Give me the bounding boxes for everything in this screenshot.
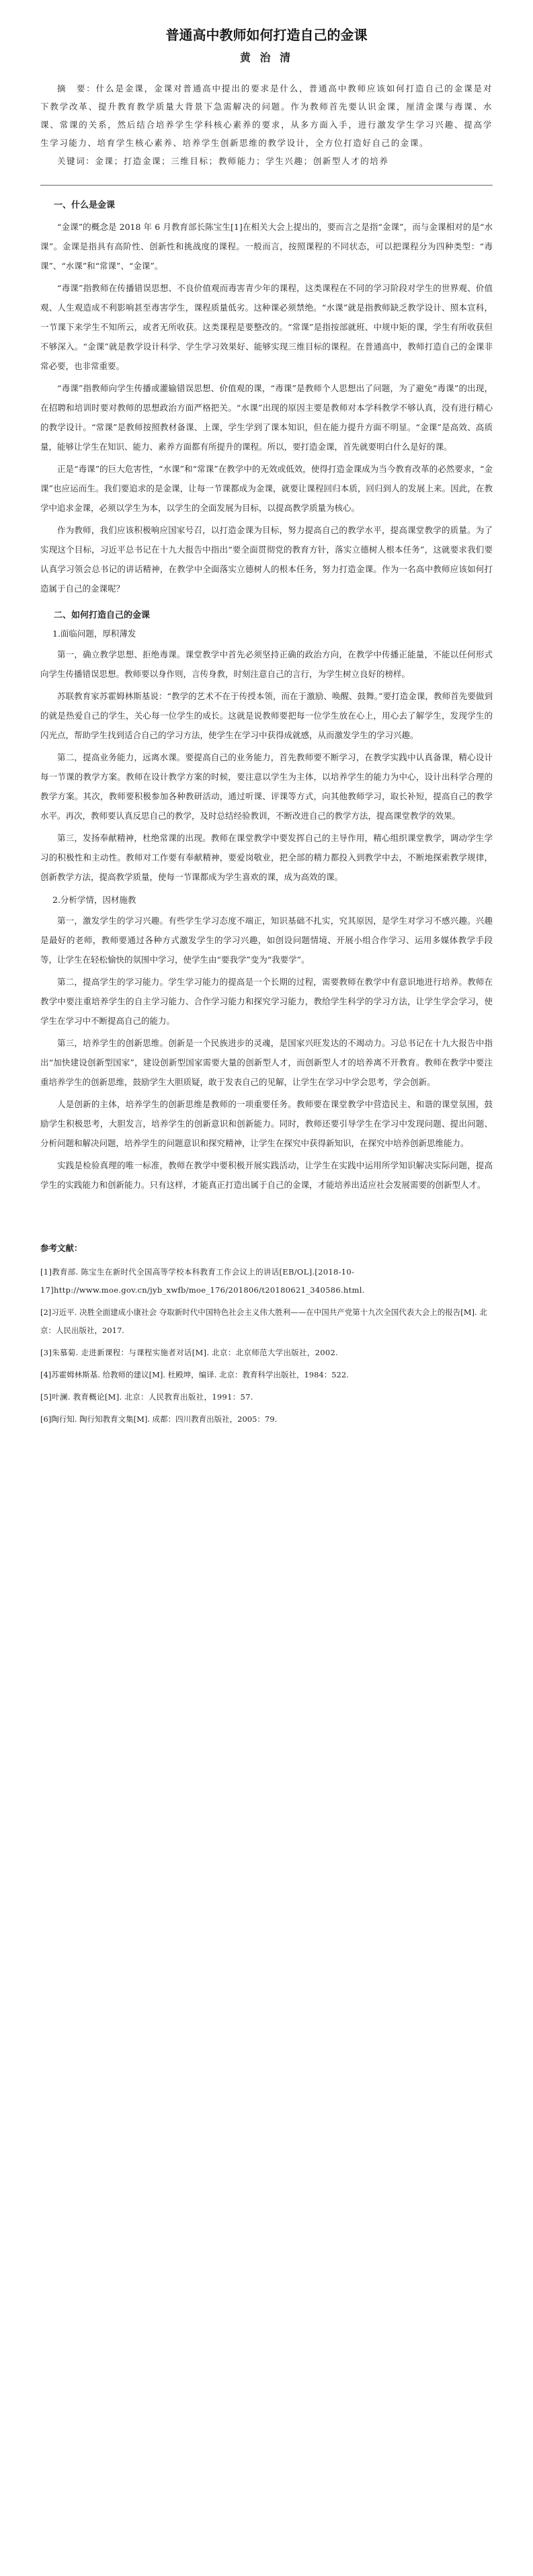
body-paragraph: 作为教师，我们应该积极响应国家号召，以打造金课为目标，努力提高自己的教学水平，提高课堂教学的质量。为了实现这个目标，习近平总书记在十九大报告中指出“要全面贯彻党的教育方针，落实立德树人根本任务”，这就要求我们要认真学习领会总书记的讲话精神，在教学中全面落实立德树人的根本任务，努力打造金课。作为一名高中教师应该如何打造属于自己的金课呢？ (40, 525, 493, 594)
abstract-label: 摘 要： (57, 83, 96, 93)
body-paragraph: 第一，确立教学思想、拒绝毒课。课堂教学中首先必须坚持正确的政治方向，在教学中传播正能量，不能以任何形式向学生传播错误思想。教师要以身作则，言传身教，时刻注意自己的言行，为学生树立良好的榜样。 (40, 649, 493, 679)
body-paragraph: 第二，提高学生的学习能力。学生学习能力的提高是一个长期的过程，需要教师在教学中有意识地进行培养。教师在教学中要注重培养学生的自主学习能力、合作学习能力和探究学习能力，教给学生科学的学习方法，让学生学会学习，使学生在学习中不断提高自己的能力。 (40, 977, 493, 1026)
body-paragraph: 第三，发扬奉献精神，杜绝常课的出现。教师在课堂教学中要发挥自己的主导作用，精心组织课堂教学，调动学生学习的积极性和主动性。教师对工作要有奉献精神，要爱岗敬业，把全部的精力都投入到教学中去，不断地探索教学规律，创新教学方法，提高教学质量，使每一节课都成为学生喜欢的课，成为高效的课。 (40, 833, 493, 882)
body-paragraph: 苏联教育家苏霍姆林斯基说：“教学的艺术不在于传授本领，而在于激励、唤醒、鼓舞。”要打造金课，教师首先要做到的就是热爱自己的学生，关心每一位学生的成长。这就是说教师要把每一位学生放在心上，用心去了解学生，发现学生的闪光点，帮助学生找到适合自己的学习方法，使学生在学习中获得成就感，从而激发学生的学习兴趣。 (40, 691, 493, 740)
keywords-label: 关键词： (57, 156, 95, 166)
body-paragraph: 正是“毒课”的巨大危害性，“水课”和“常课”在教学中的无效或低效，使得打造金课成为当今教育改革的必然要求，“金课”也应运而生。我们要追求的是金课，让每一节课都成为金课，就要让课程回归本质，回归到人的发展上来。因此，在教学中追求金课，必须以学生为本，以学生的全面发展为目标，以提高教学质量为核心。 (40, 464, 493, 513)
section-heading: 二、如何打造自己的金课 (54, 610, 151, 620)
subsection-heading: 2.分析学情，因材施教 (52, 895, 136, 905)
keywords (40, 152, 493, 170)
body-paragraph: “毒课”指教师在传播错误思想、不良价值观而毒害青少年的课程，这类课程在不同的学习阶段对学生的世界观、价值观、人生观造成不利影响甚至毒害学生，课程质量低劣。这种课必须禁绝。“水课”就是指教师缺乏教学设计、照本宣科，一节课下来学生不知所云，或者无所收获。这类课程是要整改的。“常课”是指按部就班、中规中矩的课，学生有所收获但不够深入。“金课”就是教学设计科学、学生学习效果好、能够实现三维目标的课程。在普通高中，教师打造自己的金课非常必要，也非常重要。 (40, 283, 493, 371)
body-paragraph: 第二，提高业务能力，远离水课。要提高自己的业务能力，首先教师要不断学习，在教学实践中认真备课，精心设计每一节课的教学方案。教师在设计教学方案的时候，要注意以学生为主体，以培养学生的能力为中心，设计出科学合理的教学方案。其次，教师要积极参加各种教研活动，通过听课、评课等方式，向其他教师学习，取长补短，提高自己的教学水平。再次，教师要认真反思自己的教学，及时总结经验教训，不断改进自己的教学方法，提高课堂教学的效果。 (40, 752, 493, 821)
reference-item: [4]苏霍姆林斯基. 给教师的建议[M]. 杜殿坤，编译. 北京：教育科学出版社，1984：522. (40, 1370, 349, 1379)
reference-item: [6]陶行知. 陶行知教育文集[M]. 成都：四川教育出版社，2005：79. (40, 1414, 278, 1424)
paper-title: 普通高中教师如何打造自己的金课 (165, 27, 368, 43)
reference-item: [5]叶澜. 教育概论[M]. 北京：人民教育出版社，1991：57. (40, 1392, 253, 1402)
body-paragraph: 实践是检验真理的唯一标准，教师在教学中要积极开展实践活动，让学生在实践中运用所学知识解决实际问题，提高学生的实践能力和创新能力。只有这样，才能真正打造出属于自己的金课，才能培养出适应社会发展需要的创新型人才。 (40, 1160, 493, 1190)
divider (40, 185, 493, 186)
body-paragraph: “毒课”指教师向学生传播或灌输错误思想、价值观的课，“毒课”是教师个人思想出了问题，为了避免“毒课”的出现，在招聘和培训时要对教师的思想政治方面严格把关。“水课”出现的原因主要是教师对本学科教学不够认真，没有进行精心的教学设计。“常课”是教师按照教材备课、上课，学生学到了课本知识，但在能力提升方面不明显。“金课”是高效、高质量，能够让学生在知识、能力、素养方面都有所提升的课程。所以，要打造金课，首先就要明白什么是好的课。 (40, 383, 493, 452)
body-paragraph: 第一，激发学生的学习兴趣。有些学生学习态度不端正，知识基础不扎实，究其原因，是学生对学习不感兴趣。兴趣是最好的老师，教师要通过各种方式激发学生的学习兴趣，如创设问题情境、开展小组合作学习、运用多媒体教学手段等，让学生在轻松愉快的氛围中学习，使学生由“要我学”变为“我要学”。 (40, 916, 493, 965)
body-paragraph: “金课”的概念是 2018 年 6 月教育部长陈宝生[1]在相关大会上提出的，要而言之是指“金课”，而与金课相对的是“水课”。金课是指具有高阶性、创新性和挑战度的课程。一般而言，按照课程的不同状态，可以把课程分为四种类型：“毒课”、“水课”和“常课”、“金课”。 (40, 222, 493, 271)
references-list (40, 1263, 493, 1428)
section-heading: 一、什么是金课 (54, 200, 116, 210)
reference-item: [1]教育部. 陈宝生在新时代全国高等学校本科教育工作会议上的讲话[EB/OL].[2018-10-17]http://www.moe.gov.cn/jyb_xwfb/moe_176/201806/t20180621_340586.html. (40, 1267, 365, 1295)
reference-item: [3]朱慕菊. 走进新课程：与课程实施者对话[M]. 北京：北京师范大学出版社，2002. (40, 1348, 339, 1357)
body-paragraph: 第三，培养学生的创新思维。创新是一个民族进步的灵魂，是国家兴旺发达的不竭动力。习总书记在十九大报告中指出“加快建设创新型国家”，建设创新型国家需要大量的创新型人才，而创新型人才的培养离不开教育。教师在教学中要注重培养学生的创新思维，鼓励学生大胆质疑，敢于发表自己的见解，让学生在学习中学会思考，学会创新。 (40, 1038, 493, 1087)
body-paragraph: 人是创新的主体，培养学生的创新思维是教师的一项重要任务。教师要在课堂教学中营造民主、和谐的课堂氛围，鼓励学生积极思考，大胆发言，培养学生的创新意识和创新能力。同时，教师还要引导学生在学习中发现问题、提出问题、分析问题和解决问题，培养学生的问题意识和探究精神，让学生在探究中获得新知识，在探究中培养创新思维能力。 (40, 1099, 493, 1148)
paper-author: 黄 治 清 (239, 51, 294, 64)
subsection-heading: 1.面临问题，厚积薄发 (52, 629, 136, 639)
keywords-text: 金课；打造金课；三维目标；教师能力；学生兴趣；创新型人才的培养 (95, 156, 389, 166)
abstract-text: 什么是金课，金课对普通高中提出的要求是什么，普通高中教师应该如何打造自己的金课是对下教学改革、提升教育教学质量大背景下急需解决的问题。作为教师首先要认识金课，厘清金课与毒课、水课、常课的关系，然后结合培养学生学科核心素养的要求，从多方面入手，进行激发学生学习兴趣、提高学生学习能力、培育学生核心素养、培养学生创新思维的教学设计，全方位打造好自己的金课。 (40, 83, 493, 148)
abstract (40, 79, 493, 152)
references-heading: 参考文献： (40, 1243, 83, 1253)
reference-item: [2]习近平. 决胜全面建成小康社会 夺取新时代中国特色社会主义伟大胜利——在中国共产党第十九次全国代表大会上的报告[M]. 北京：人民出版社，2017. (40, 1307, 487, 1335)
